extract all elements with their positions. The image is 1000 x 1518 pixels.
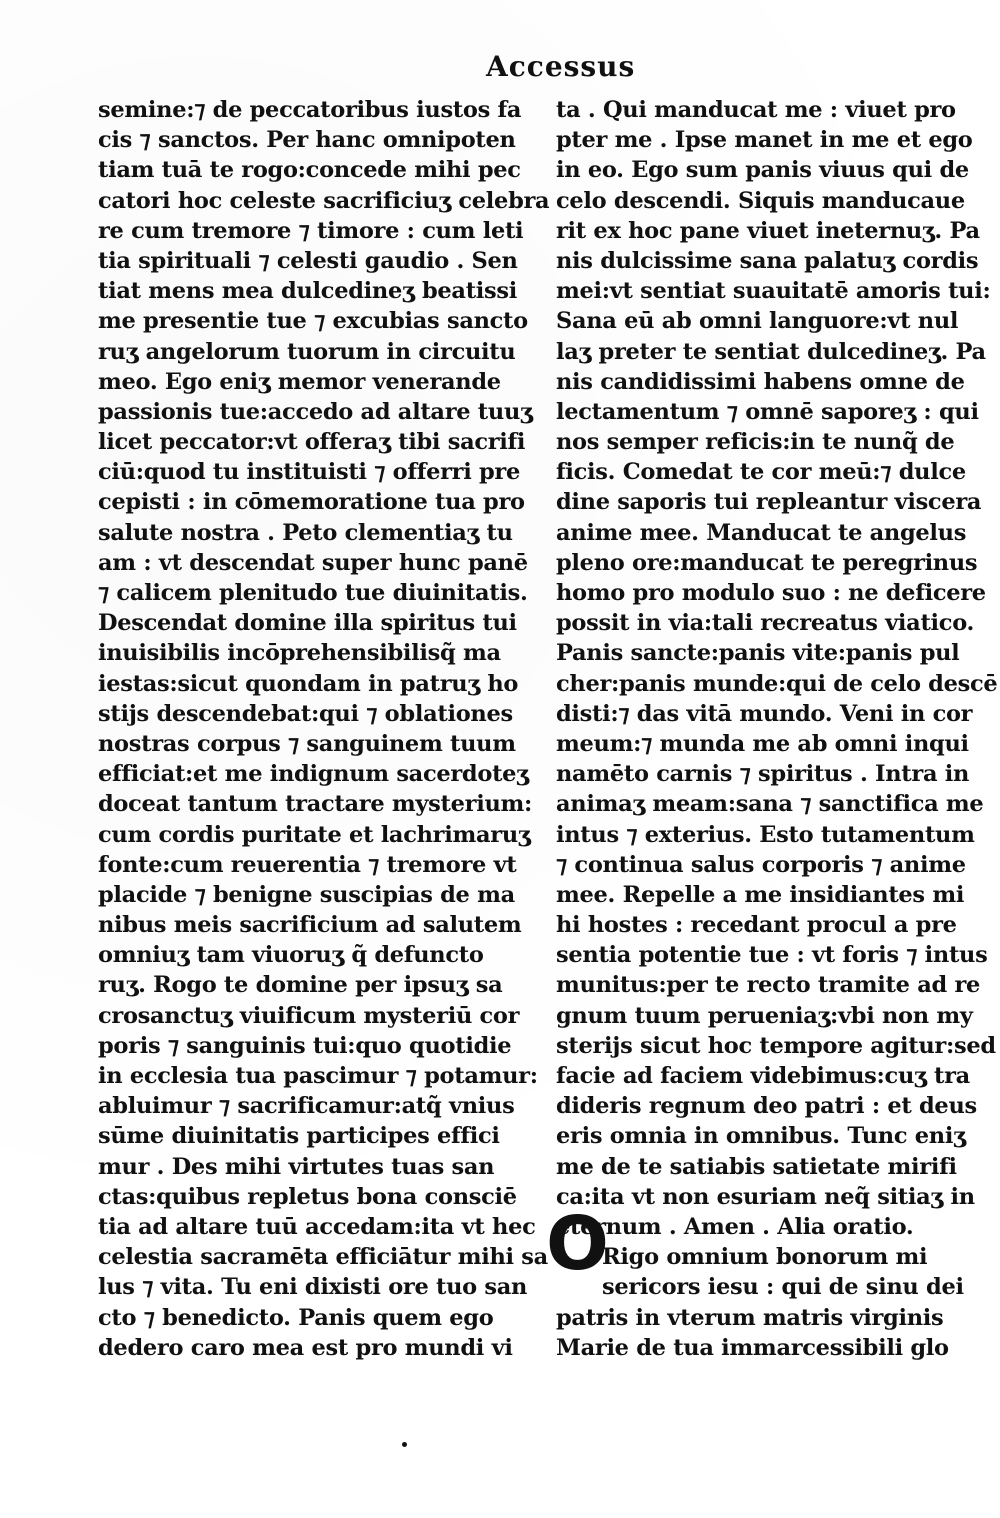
text-line: intus ⁊ exterius. Esto tutamentum (556, 821, 975, 848)
text-line: nos semper reficis:in te nunq̃ de (556, 429, 955, 456)
right-text-column (556, 95, 998, 1363)
text-line: ficis. Comedat te cor meū:⁊ dulce (556, 459, 966, 486)
text-line: inuisibilis incōprehensibilisq̃ ma (98, 640, 501, 667)
text-line: celo descendi. Siquis manducaue (556, 187, 965, 214)
text-line: Marie de tua immarcessibili glo (556, 1334, 949, 1361)
text-line: Sana eū ab omni languore:vt nul (556, 308, 959, 335)
text-line: passionis tue:accedo ad altare tuuʒ (98, 398, 533, 425)
text-line: meum:⁊ munda me ab omni inqui (556, 730, 969, 757)
text-line: crosanctuʒ viuificum mysteriū cor (98, 1002, 520, 1029)
text-line: homo pro modulo suo : ne deficere (556, 580, 986, 606)
text-line: ruʒ. Rogo te domine per ipsuʒ sa (98, 972, 503, 999)
text-line: gnum tuum perueniaʒ:vbi non my (556, 1002, 973, 1029)
text-line: ciū:quod tu instituisti ⁊ offerri pre (98, 459, 521, 486)
text-line: ruʒ angelorum tuorum in circuitu (98, 338, 516, 365)
text-line: ctas:quibus repletus bona consciē (98, 1183, 517, 1210)
text-line: re cum tremore ⁊ timore : cum leti (98, 217, 524, 244)
text-line: abluimur ⁊ sacrificamur:atq̃ vnius (98, 1093, 515, 1120)
text-line: omniuʒ tam viuoruʒ q̃ defuncto (98, 942, 484, 969)
text-line: ca:ita vt non esuriam neq̃ sitiaʒ in (556, 1183, 975, 1210)
text-line: doceat tantum tractare mysterium: (98, 791, 533, 818)
text-line: dedero caro mea est pro mundi vi (98, 1334, 513, 1361)
text-line: facie ad faciem videbimus:cuʒ tra (556, 1063, 970, 1089)
ink-speck (402, 1442, 407, 1447)
text-line: am : vt descendat super hunc panē (98, 549, 528, 576)
text-line: disti:⁊ das vitā mundo. Veni in cor (556, 700, 973, 727)
text-line: meo. Ego eniʒ memor venerande (98, 368, 501, 395)
text-line: mur . Des mihi virtutes tuas san (98, 1153, 495, 1180)
text-line: semine:⁊ de peccatoribus iustos fa (98, 97, 522, 123)
text-line: mee. Repelle a me insidiantes mi (556, 881, 965, 908)
text-line: nostras corpus ⁊ sanguinem tuum (98, 730, 516, 757)
text-line: me presentie tue ⁊ excubias sancto (98, 308, 528, 335)
running-head: Accessus (486, 50, 636, 83)
text-line: possit in via:tali recreatus viatico. (556, 610, 975, 637)
text-line: nis candidissimi habens omne de (556, 368, 965, 395)
text-line: patris in vterum matris virginis (556, 1304, 944, 1331)
text-line: cum cordis puritate et lachrimaruʒ (98, 821, 531, 848)
text-line: celestia sacramēta efficiātur mihi sa (98, 1244, 548, 1271)
text-line: munitus:per te recto tramite ad re (556, 972, 981, 999)
text-line: poris ⁊ sanguinis tui:quo quotidie (98, 1032, 512, 1059)
text-line: laʒ preter te sentiat dulcedineʒ. Pa (556, 338, 986, 365)
text-line: catori hoc celeste sacrificiuʒ celebra (98, 187, 550, 214)
text-line: cepisti : in cōmemoratione tua pro (98, 489, 525, 516)
text-line: licet peccator:vt offeraʒ tibi sacrifi (98, 429, 526, 456)
text-line: placide ⁊ benigne suscipias de ma (98, 881, 515, 908)
text-line: sentia potentie tue : vt foris ⁊ intus (556, 942, 988, 969)
text-line: tiat mens mea dulcedineʒ beatissi (98, 278, 518, 305)
text-line: lus ⁊ vita. Tu eni dixisti ore tuo san (98, 1274, 528, 1301)
text-line: rit ex hoc pane viuet ineternuʒ. Pa (556, 217, 980, 244)
text-line: cto ⁊ benedicto. Panis quem ego (98, 1304, 494, 1331)
text-line: sūme diuinitatis participes effici (98, 1123, 500, 1150)
text-line: iestas:sicut quondam in patruʒ ho (98, 670, 519, 697)
text-line: stijs descendebat:qui ⁊ oblationes (98, 700, 513, 727)
text-line: mei:vt sentiat suauitatē amoris tui: (556, 278, 991, 305)
text-line: ⁊ continua salus corporis ⁊ anime (556, 851, 966, 878)
text-line: dideris regnum deo patri : et deus (556, 1093, 977, 1120)
text-line: eris omnia in omnibus. Tunc eniʒ (556, 1123, 966, 1150)
text-line: dine saporis tui repleantur viscera (556, 489, 982, 516)
text-line: animaʒ meam:sana ⁊ sanctifica me (556, 791, 984, 818)
text-line: tia spirituali ⁊ celesti gaudio . Sen (98, 247, 518, 274)
left-text-column (98, 95, 550, 1363)
text-line: cher:panis munde:qui de celo descē (556, 670, 998, 697)
text-line: sterijs sicut hoc tempore agitur:sed (556, 1032, 996, 1059)
text-line: efficiat:et me indignum sacerdoteʒ (98, 761, 529, 788)
text-line: Descendat domine illa spiritus tui (98, 610, 517, 637)
text-line: tiam tuā te rogo:concede mihi pec (98, 157, 521, 184)
text-line: pleno ore:manducat te peregrinus (556, 549, 978, 576)
text-line: nibus meis sacrificium ad salutem (98, 912, 522, 939)
text-line: ⁊ calicem plenitudo tue diuinitatis. (98, 580, 528, 606)
text-line: nis dulcissime sana palatuʒ cordis (556, 247, 979, 274)
text-line: in ecclesia tua pascimur ⁊ potamur: (98, 1063, 538, 1089)
text-line: in eo. Ego sum panis viuus qui de (556, 157, 969, 184)
text-line: pter me . Ipse manet in me et ego (556, 127, 973, 154)
text-line: me de te satiabis satietate mirifi (556, 1153, 957, 1180)
text-line: namēto carnis ⁊ spiritus . Intra in (556, 761, 970, 788)
text-line: tia ad altare tuū accedam:ita vt hec (98, 1213, 536, 1240)
text-line: Panis sancte:panis vite:panis pul (556, 640, 960, 667)
text-line: ta . Qui manducat me : viuet pro (556, 97, 956, 123)
text-line: lectamentum ⁊ omnē saporeʒ : qui (556, 398, 979, 425)
text-line: salute nostra . Peto clementiaʒ tu (98, 519, 513, 546)
text-line: hi hostes : recedant procul a pre (556, 912, 957, 939)
text-line: Rigo omnium bonorum mi (602, 1244, 928, 1271)
drop-cap-initial: O (546, 1201, 609, 1287)
text-line: eternum . Amen . Alia oratio. (556, 1213, 914, 1240)
text-line: anime mee. Manducat te angelus (556, 519, 967, 546)
text-line: fonte:cum reuerentia ⁊ tremore vt (98, 851, 517, 878)
text-line: cis ⁊ sanctos. Per hanc omnipoten (98, 127, 516, 154)
text-line: sericors iesu : qui de sinu dei (602, 1274, 964, 1301)
